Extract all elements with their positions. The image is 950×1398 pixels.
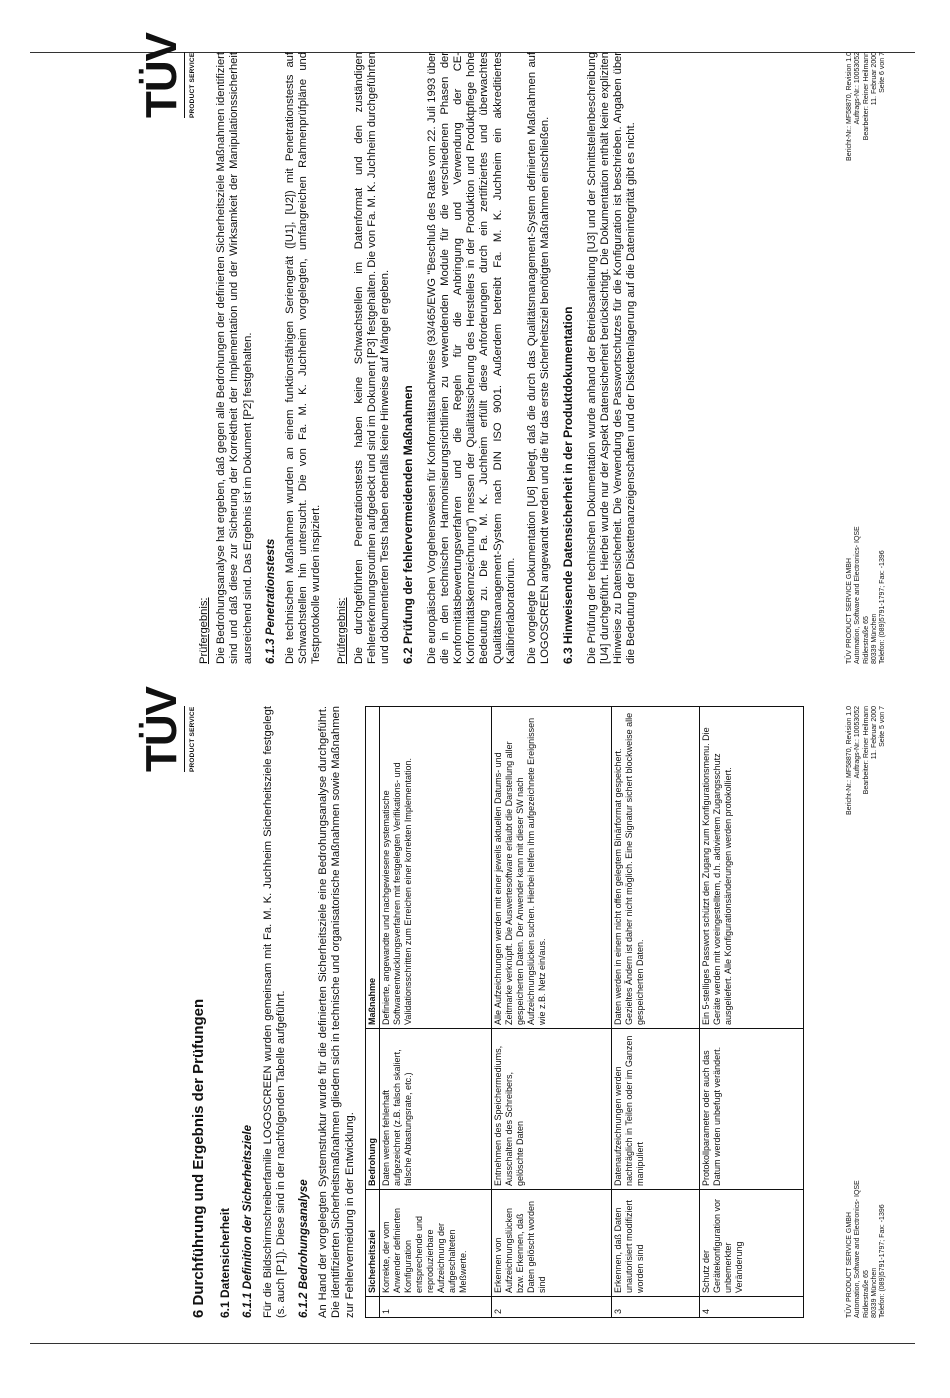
footer-line: Bearbeiter: Reiner Heilmann [862,52,870,141]
page-5 [137,687,900,1318]
footer-line: Automation, Software and Electronics- IQSE [854,526,862,664]
section-6-3-text: Die Prüfung der technischen Dokumentation wurde anhand der Betriebsanleitung [U3] und der Schnittstellenbeschreibung [U4] durchgeführt. Hierbei wurde nur der Aspekt Datensicherheit berücksichtigt. Die Dokumentation enthält keine expliziten Hinweise zu Datensicherheit. Die Verwendung des Passwortschutzes für die Konfiguration ist beschrieben. Angaben über die Bedeutung der Diskettenanzeigenschaften und der Diskettenlagerung auf die Datenintegrität gibt es nicht. [585,52,638,664]
section-6-1-2-heading: 6.1.2 Bedrohungsanalyse [298,1179,311,1318]
footer-report-info [846,52,887,161]
product-service-label: PRODUCT SERVICE [184,706,199,772]
table-cell: Korrekte, der vom Anwender definierten Konfiguration entsprechende und reproduzierbare Aufzeichnung der aufgeschalteten Meßwerte. [379,1190,491,1297]
footer-line: Seite 6 von 7 [879,52,887,93]
section-6-1-3-heading: 6.1.3 Penetrationstests [264,538,277,664]
table-cell: 1 [379,1297,491,1318]
table-cell: Erkennen, daß Daten unautorisiert modifiziert worden sind [611,1190,699,1297]
footer-line: Bericht-Nr.: MF58870, Revision 1.0 [846,52,853,161]
page-footer [846,706,894,1318]
table-row [611,707,699,1318]
section-6-1-1-text: Für die Bildschirmschreiberfamilie LOGOSCREEN wurden gemeinsam mit Fa. M. K. Juchheim Sicherheitsziele festgelegt (s. auch [P1]). Diese sind in der nachfolgenden Tabelle aufgeführt. [261,706,287,1318]
section-6-2-documentation-text: Die vorgelegte Dokumentation [U6] belegt, daß die durch das Qualitätsmanagement-System definierten Maßnahmen auf LOGOSCREEN angewandt werden und die für das erste Sicherheitsziel benötigten Maßnahmen einschließen. [526,52,552,664]
result-label: Prüfergebnis: [335,597,348,664]
table-cell: Erkennen von Aufzeichnungslücken bzw. Erkennen, daß Daten gelöscht worden sind [491,1190,611,1297]
footer-line: Ridlerstraße 65 [862,616,870,664]
table-row [699,707,803,1318]
table-cell: Datenaufzeichnungen werden nachträglich in Teilen oder im Ganzen manipuliert [611,1029,699,1190]
security-goals-table [365,706,804,1318]
penetration-tests-text: Die technischen Maßnahmen wurden an einem funktionsfähigen Seriengerät ([U1], [U2]) mit Penetrationstests auf Schwachstellen hin untersucht. Die von Fa. M. K. Juchheim vorgelegten, umfangreichen Rahmenprüfpläne und Testprotokolle wurden inspiziert. [284,52,323,664]
table-cell: Daten werden fehlerhaft aufgezeichnet (z.B. falsch skaliert, falsche Abtastungsrate, etc.) [379,1029,491,1190]
table-cell: 3 [611,1297,699,1318]
table-cell: Protokollparameter oder auch das Datum werden unbefugt verändert. [699,1029,803,1190]
footer-line: 80339 München [870,1267,878,1318]
page-6 [137,33,900,664]
footer-line: TÜV PRODUCT SERVICE GMBH [846,558,853,664]
section-6-3-heading: 6.3 Hinweisende Datensicherheit in der Produktdokumentation [561,306,576,664]
footer-line: 80339 München [870,613,878,664]
footer-line: Automation, Software and Electronics- IQSE [854,1180,862,1318]
footer-line: Auftrags-Nr.: 10053052 [854,706,862,779]
product-service-label: PRODUCT SERVICE [184,52,199,118]
footer-line: Bearbeiter: Reiner Heilmann [862,706,870,795]
section-6-2-heading: 6.2 Prüfung der fehlervermeidenden Maßnahmen [401,385,416,664]
footer-line: Auftrags-Nr.: 10053052 [854,52,862,125]
table-cell: Entnehmen des Speichermediums, Ausschalten des Schreibers, gelöschte Daten [491,1029,611,1190]
footer-line: 11. Februar 2000 [870,706,878,760]
table-cell: 4 [699,1297,803,1318]
footer-line: TÜV PRODUCT SERVICE GMBH [846,1212,853,1318]
footer-address [846,526,887,664]
table-cell: Daten werden in einem nicht offen gelegtem Binärformat gespeichert. Gezieltes Ändern ist daher nicht möglich. Eine Signatur sichert blockweise alle gespeicherten Daten. [611,707,699,1029]
table-cell: Schutz der Gerätekonfiguration vor unbemerkter Veränderung [699,1190,803,1297]
penetration-tests-result: Die durchgeführten Penetrationstests haben keine Schwachstellen im Datenformat und den zuständigen Fehlererkennungsroutinen aufgedeckt und sind im Dokument [P3] festgehalten. Die von Fa. M. K. Juchheim durchgeführten und dokumentierten Tests haben ebenfalls keine Hinweise auf Mängel ergeben. [352,52,392,664]
footer-report-info [846,706,887,815]
footer-line: Telefon: (089)5791-1797; Fax: -1396 [879,550,887,664]
table-header: Maßnahme [365,707,379,1029]
table-cell: Ein 5-stelliges Passwort schützt den Zugang zum Konfigurationsmenu. Die Geräte werden mit voreingestelltem, d.h. aktiviertem Zugangsschutz ausgeliefert. Alle Konfigurationsänderungen werden protokolliert. [699,707,803,1029]
footer-line: Telefon: (089)5791-1797; Fax: -1396 [879,1204,887,1318]
table-cell: Definierte, angewandte und nachgewiesene systematische Softwareentwicklungsverfahren mit festgelegten Verifikations- und Validationsschritten zum Erreichen einer korrekten Implementation. [379,707,491,1029]
bottom-rule [30,1343,915,1344]
section-6-1-heading: 6.1 Datensicherheit [218,1207,233,1318]
tuv-brand: TÜV [137,33,186,118]
footer-line: 11. Februar 2000 [870,52,878,106]
threat-analysis-result: Die Bedrohungsanalyse hat ergeben, daß gegen alle Bedrohungen der definierten Sicherheitsziele Maßnahmen identifiziert sind und daß diese zur Sicherung der Korrektheit der Implementation und der Wirksamkeit der Manipulationssicherheit ausreichend sind. Das Ergebnis ist im Dokument [P2] festgehalten. [215,52,254,664]
table-cell: 2 [491,1297,611,1318]
section-6-1-1-heading: 6.1.1 Definition der Sicherheitsziele [242,1124,255,1318]
section-6-2-text: Die europäischen Vorgehensweisen für Konformitätsnachweise (93/465/EWG "Beschluß des Rates vom 22. Juli 1993 über die in den technischen Harmonisierungsrichtlinien zu verwendenden Module für die verschiedenen Phasen der Konformitätsbewertungsverfahren und die Regeln für die Anbringung und Verwendung der CE-Konformitätskennzeichnung") messen der Qualitätssicherung des Herstellers in der Produktion und Produktpflege hohe Bedeutung zu. Die Fa. M. K. Juchheim erfüllt diese Anforderungen durch ein zertifiziertes und überwachtes Qualitätsmanagement-System nach DIN ISO 9001. Außerdem betreibt Fa. M. K. Juchheim ein akkreditiertes Kalibrierlaboratorium. [425,52,517,664]
footer-line: Bericht-Nr.: MF58870, Revision 1.0 [846,706,853,815]
table-row [379,707,491,1318]
table-cell: Alle Aufzeichnungen werden mit einer jeweils aktuellen Datums- und Zeitmarke verknüpft. Die Auswertesoftware erlaubt die Darstellung aller gespeicherten Daten. Der Anwender kann mit dieser SW nach Aufzeichnungslücken suchen. Hierbei helfen ihm aufgezeichnete Ereignissen wie z.B. Netz ein/aus. [491,707,611,1029]
section-6-1-2-text: An Hand der vorgelegten Systemstruktur wurde für die definierten Sicherheitsziele eine Bedrohungsanalyse durchgeführt. Die identifizierten Sicherheitsmaßnahmen gliedern sich in technische und organisatorische Maßnahmen sowie Maßnahmen zur Fehlervermeidung in der Entwicklung. [317,706,356,1318]
footer-line: Seite 5 von 7 [879,706,887,747]
page-footer [846,52,894,664]
footer-line: Ridlerstraße 65 [862,1270,870,1318]
table-header: Bedrohung [365,1029,379,1190]
tuv-brand: TÜV [137,687,186,772]
footer-address [846,1180,887,1318]
table-row [491,707,611,1318]
result-label: Prüfergebnis: [198,597,210,664]
chapter-title: 6 Durchführung und Ergebnis der Prüfungen [190,998,207,1318]
table-header-row [365,707,379,1318]
table-header: Sicherheitsziel [365,1190,379,1297]
table-header [365,1297,379,1318]
